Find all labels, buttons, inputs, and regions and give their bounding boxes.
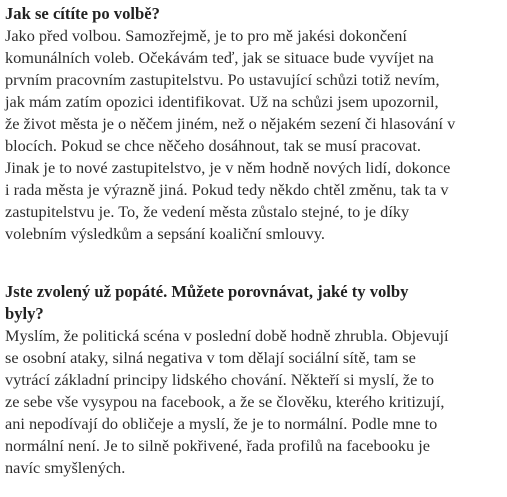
- answer-paragraph: [5, 325, 505, 479]
- answer-line: Jinak je to nové zastupitelstvo, je v něm hodně nových lidí, dokonce: [5, 158, 451, 177]
- question-text: Jak se cítíte po volbě?: [5, 4, 160, 23]
- answer-line: Jako před volbou. Samozřejmě, je to pro mě jakési dokončení: [5, 26, 407, 45]
- answer-paragraph: [5, 25, 505, 245]
- interview-block-2: [5, 281, 505, 479]
- question-heading: [5, 281, 505, 325]
- answer-line: zastupitelstvu je. To, že vedení města zůstalo stejné, to je díky: [5, 202, 410, 221]
- interview-block-1: [5, 3, 505, 245]
- question-text-line: Jste zvolený už popáté. Můžete porovnávat, jaké ty volby: [5, 282, 409, 301]
- answer-line: že život města je o něčem jiném, než o nějakém sezení či hlasování v: [5, 114, 456, 133]
- answer-line: navíc smyšlených.: [5, 458, 126, 477]
- answer-line: jak mám zatím opozici identifikovat. Už na schůzi jsem upozornil,: [5, 92, 439, 111]
- answer-line: i rada města je výrazně jiná. Pokud tedy někdo chtěl změnu, tak ta v: [5, 180, 449, 199]
- answer-line: volebním výsledkům a sepsání koaliční smlouvy.: [5, 224, 326, 243]
- answer-line: komunálních voleb. Očekávám teď, jak se situace bude vyvíjet na: [5, 48, 434, 67]
- answer-line: Myslím, že politická scéna v poslední době hodně zhrubla. Objevují: [5, 326, 449, 345]
- answer-line: ze sebe vše vysypou na facebook, a že se člověku, kterého kritizují,: [5, 392, 445, 411]
- answer-line: prvním pracovním zastupitelstvu. Po ustavující schůzi totiž nevím,: [5, 70, 440, 89]
- answer-line: normální není. Je to silně pokřivené, řada profilů na facebooku je: [5, 436, 430, 455]
- question-text-line: byly?: [5, 304, 44, 323]
- question-heading: [5, 3, 505, 25]
- answer-line: se osobní ataky, silná negativa v tom dělají sociální sítě, tam se: [5, 348, 416, 367]
- answer-line: vytrácí základní principy lidského chování. Někteří si myslí, že to: [5, 370, 435, 389]
- answer-line: blocích. Pokud se chce něčeho dosáhnout, tak se musí pracovat.: [5, 136, 421, 155]
- answer-line: ani nepodívají do obličeje a myslí, že je to normální. Podle mne to: [5, 414, 438, 433]
